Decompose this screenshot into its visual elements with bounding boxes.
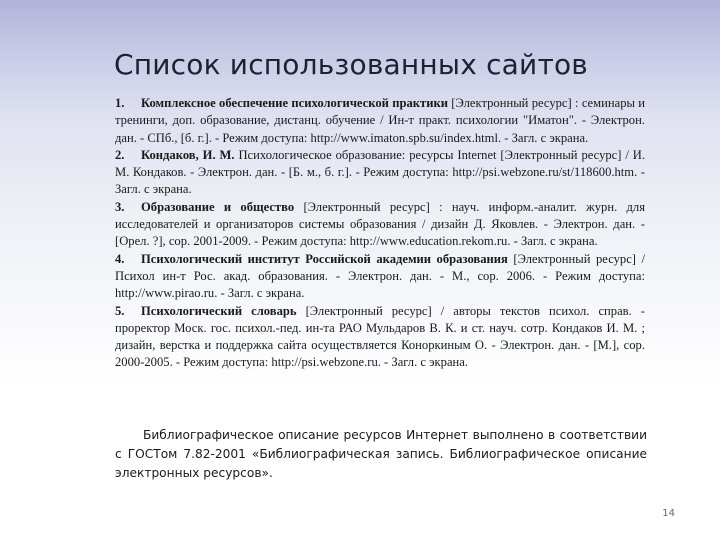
reference-item [115,95,645,147]
reference-number: 3. [115,199,125,214]
reference-details: [Электронный ресурс] / Психол ин-т Рос. акад. образования. - Электрон. дан. - М., cop. 2006. - Режим доступа: http://www.pirao.ru. - Загл. с экрана. [115,251,646,301]
reference-item [115,199,645,251]
reference-title: Кондаков, И. М. [141,147,235,162]
reference-details: [Электронный ресурс] / авторы текстов психол. справ. - проректор Моск. гос. психол.-пед. ин-та РАО Мульдаров В. К. и ст. науч. сотр. Кондаков И. М. ; дизайн, верстка и поддержка сайта осуществляется Коноркиным О. - Электрон. дан. - [М.], cop. 2000-2005. - Режим доступа: http://psi.webzone.ru. - Загл. с экрана. [115,303,645,370]
reference-list [115,95,645,372]
bibliographic-note: Библиографическое описание ресурсов Интернет выполнено в соответствии с ГОСТом 7.82-2001 «Библиографическая запись. Библиографическое описание электронных ресурсов». [115,428,647,481]
reference-number: 4. [115,251,125,266]
reference-title: Образование и общество [141,199,295,214]
slide-title: Список использованных сайтов [114,48,588,81]
reference-title: Комплексное обеспечение психологической практики [141,96,448,110]
reference-number: 5. [115,303,125,318]
page-number: 14 [662,508,675,519]
reference-item [115,251,645,303]
reference-number: 1. [115,96,125,110]
reference-details: Психологическое образование: ресурсы Internet [Электронный ресурс] / И. М. Кондаков. - Электрон. дан. - [Б. м., б. г.]. - Режим доступа: http://psi.webzone.ru/st/118600.htm. - Загл. с экрана. [115,147,645,197]
reference-item [115,303,645,372]
reference-number: 2. [115,147,125,162]
reference-title: Психологический институт Российской академии образования [141,251,508,266]
reference-details: [Электронный ресурс] : семинары и тренинги, доп. образование, дистанц. обучение / Ин-т практ. психологии "Иматон". - Электрон. дан. - СПб., [б. г.]. - Режим доступа: http://www.imaton.spb.su/index.html. - Загл. с экрана. [115,96,645,145]
reference-details: [Электронный ресурс] : науч. информ.-аналит. журн. для исследователей и организаторов системы образования / дизайн Д. Яковлев. - Электрон. дан. - [Орел. ?], cop. 2001-2009. - Режим доступа: http://www.education.rekom.ru. - Загл. с экрана. [115,199,646,249]
reference-item [115,147,645,199]
reference-title: Психологический словарь [141,303,297,318]
